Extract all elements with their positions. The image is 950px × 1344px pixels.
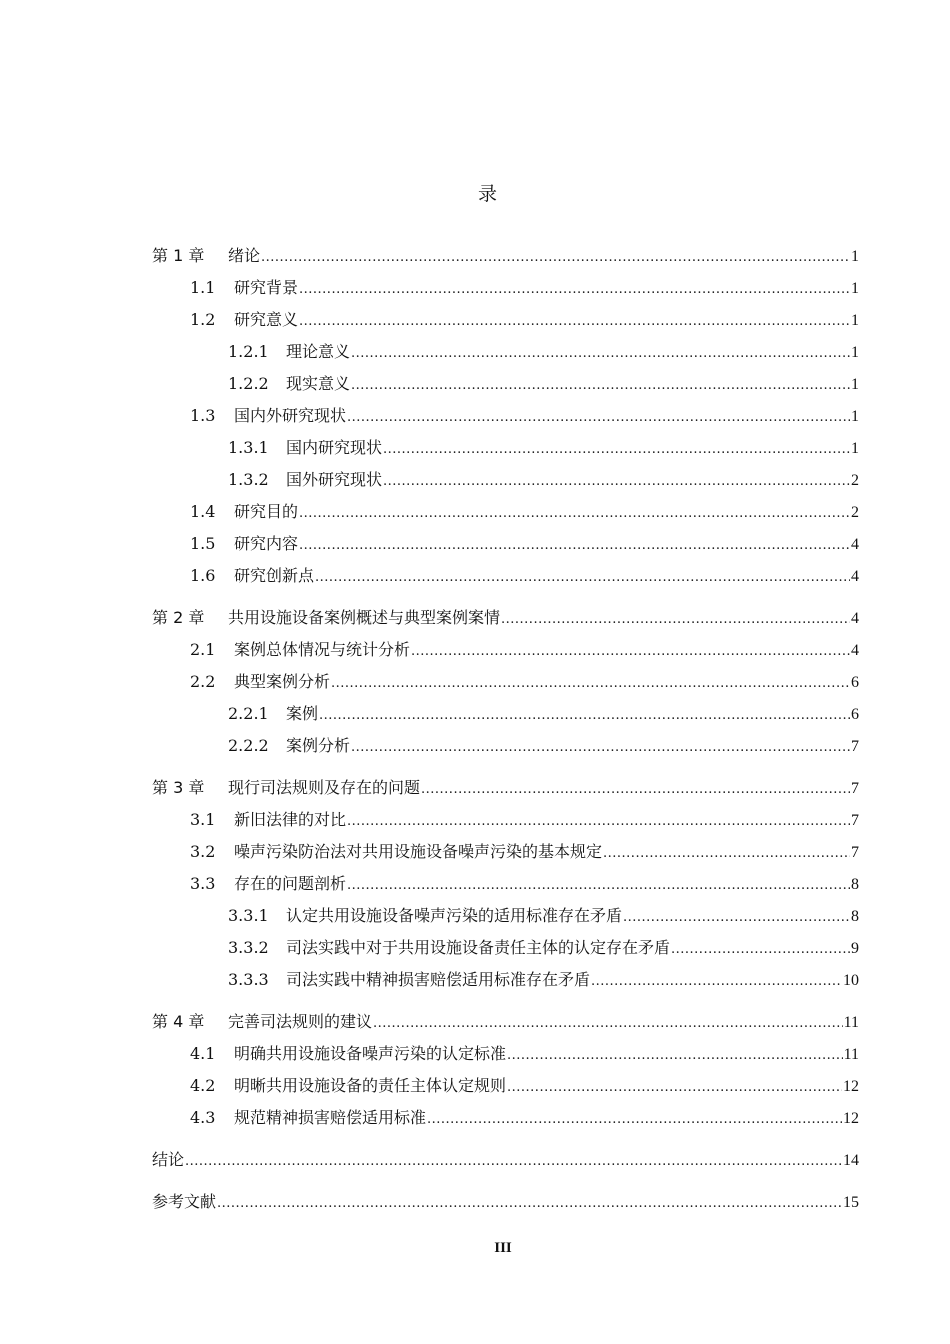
toc-entry-number: 1.5: [190, 534, 216, 553]
table-of-contents: [152, 240, 859, 1218]
toc-entry-page: 12: [843, 1078, 859, 1095]
toc-section-entry[interactable]: [152, 868, 859, 900]
toc-entry-label: 研究目的: [234, 502, 299, 521]
toc-entry-label: 司法实践中精神损害赔偿适用标准存在矛盾: [286, 970, 591, 989]
toc-dot-leader: [319, 700, 850, 732]
toc-chapter-entry[interactable]: [152, 602, 859, 634]
toc-entry-label: 国内外研究现状: [234, 406, 347, 425]
toc-entry-label: 完善司法规则的建议: [228, 1012, 373, 1031]
toc-dot-leader: [299, 498, 850, 530]
toc-entry-label: 共用设施设备案例概述与典型案例案情: [228, 608, 501, 627]
toc-entry-page: 1: [851, 248, 859, 265]
toc-dot-leader: [411, 636, 850, 668]
toc-entry-page: 2: [851, 504, 859, 521]
toc-entry-number: 4.2: [190, 1076, 216, 1095]
toc-entry-number: 4.1: [190, 1044, 216, 1063]
toc-section-entry[interactable]: [152, 368, 859, 400]
toc-dot-leader: [507, 1040, 843, 1072]
toc-section-entry[interactable]: [152, 560, 859, 592]
toc-entry-page: 1: [851, 376, 859, 393]
toc-dot-leader: [501, 604, 850, 636]
toc-entry-number: 1.6: [190, 566, 216, 585]
toc-section-entry[interactable]: [152, 1038, 859, 1070]
toc-entry-page: 10: [843, 972, 859, 989]
toc-entry-label: 结论: [152, 1150, 185, 1169]
page-number-footer: III: [494, 1240, 512, 1256]
toc-entry-page: 4: [851, 536, 859, 553]
toc-entry-page: 4: [851, 642, 859, 659]
toc-dot-leader: [507, 1072, 842, 1104]
toc-chapter-entry[interactable]: [152, 772, 859, 804]
toc-entry-page: 7: [851, 812, 859, 829]
toc-dot-leader: [383, 434, 850, 466]
toc-dot-leader: [351, 370, 850, 402]
toc-entry-label: 案例总体情况与统计分析: [234, 640, 411, 659]
toc-entry-page: 8: [851, 908, 859, 925]
toc-dot-leader: [373, 1008, 843, 1040]
toc-dot-leader: [671, 934, 850, 966]
toc-dot-leader: [427, 1104, 842, 1136]
toc-section-entry[interactable]: [152, 730, 859, 762]
toc-entry-number: 2.1: [190, 640, 216, 659]
toc-entry-label: 案例: [286, 704, 319, 723]
toc-entry-label: 参考文献: [152, 1192, 217, 1211]
toc-entry-number: 1.4: [190, 502, 216, 521]
toc-entry-label: 司法实践中对于共用设施设备责任主体的认定存在矛盾: [286, 938, 671, 957]
toc-dot-leader: [591, 966, 842, 998]
toc-dot-leader: [217, 1188, 842, 1220]
toc-section-entry[interactable]: [152, 698, 859, 730]
toc-entry-number: 1.2.1: [228, 342, 269, 361]
toc-entry-label: 现行司法规则及存在的问题: [228, 778, 421, 797]
toc-dot-leader: [299, 306, 850, 338]
toc-section-entry[interactable]: [152, 336, 859, 368]
toc-chapter-entry[interactable]: [152, 1186, 859, 1218]
toc-entry-number: 2.2.2: [228, 736, 269, 755]
toc-section-entry[interactable]: [152, 1102, 859, 1134]
toc-entry-number: 2.2: [190, 672, 216, 691]
toc-entry-page: 4: [851, 568, 859, 585]
toc-entry-number: 2.2.1: [228, 704, 269, 723]
toc-entry-label: 研究背景: [234, 278, 299, 297]
toc-section-entry[interactable]: [152, 400, 859, 432]
toc-dot-leader: [331, 668, 850, 700]
toc-entry-page: 6: [851, 674, 859, 691]
toc-entry-label: 认定共用设施设备噪声污染的适用标准存在矛盾: [286, 906, 623, 925]
toc-dot-leader: [299, 274, 850, 306]
toc-dot-leader: [315, 562, 850, 594]
toc-entry-label: 研究内容: [234, 534, 299, 553]
toc-entry-page: 1: [851, 280, 859, 297]
toc-dot-leader: [347, 806, 850, 838]
toc-entry-label: 研究意义: [234, 310, 299, 329]
toc-entry-page: 1: [851, 312, 859, 329]
toc-entry-page: 6: [851, 706, 859, 723]
toc-dot-leader: [351, 732, 850, 764]
toc-dot-leader: [421, 774, 850, 806]
toc-entry-label: 新旧法律的对比: [234, 810, 347, 829]
toc-entry-page: 15: [843, 1194, 859, 1211]
toc-entry-label: 国外研究现状: [286, 470, 383, 489]
toc-entry-page: 12: [843, 1110, 859, 1127]
toc-entry-label: 规范精神损害赔偿适用标准: [234, 1108, 427, 1127]
toc-section-entry[interactable]: [152, 964, 859, 996]
toc-entry-number: 3.3.3: [228, 970, 269, 989]
toc-section-entry[interactable]: [152, 932, 859, 964]
toc-entry-page: 2: [851, 472, 859, 489]
toc-entry-label: 存在的问题剖析: [234, 874, 347, 893]
toc-entry-number: 第 3 章: [152, 778, 205, 797]
toc-entry-number: 1.3.1: [228, 438, 269, 457]
toc-section-entry[interactable]: [152, 804, 859, 836]
toc-entry-number: 3.1: [190, 810, 216, 829]
toc-entry-number: 1.1: [190, 278, 216, 297]
toc-section-entry[interactable]: [152, 432, 859, 464]
toc-section-entry[interactable]: [152, 304, 859, 336]
toc-section-entry[interactable]: [152, 272, 859, 304]
toc-entry-number: 第 2 章: [152, 608, 205, 627]
toc-entry-page: 8: [851, 876, 859, 893]
toc-section-entry[interactable]: [152, 836, 859, 868]
toc-entry-label: 明晰共用设施设备的责任主体认定规则: [234, 1076, 507, 1095]
toc-entry-label: 典型案例分析: [234, 672, 331, 691]
toc-entry-label: 研究创新点: [234, 566, 315, 585]
toc-dot-leader: [347, 402, 850, 434]
toc-entry-page: 11: [843, 1014, 859, 1031]
toc-entry-page: 14: [843, 1152, 859, 1169]
toc-entry-page: 1: [851, 440, 859, 457]
toc-section-entry[interactable]: [152, 1070, 859, 1102]
toc-section-entry[interactable]: [152, 634, 859, 666]
toc-section-entry[interactable]: [152, 464, 859, 496]
toc-entry-number: 3.3: [190, 874, 216, 893]
toc-entry-label: 现实意义: [286, 374, 351, 393]
toc-entry-number: 1.2: [190, 310, 216, 329]
toc-entry-number: 第 4 章: [152, 1012, 205, 1031]
toc-dot-leader: [383, 466, 850, 498]
toc-entry-page: 7: [851, 780, 859, 797]
toc-entry-number: 1.2.2: [228, 374, 269, 393]
toc-entry-number: 第 1 章: [152, 246, 205, 265]
toc-entry-label: 国内研究现状: [286, 438, 383, 457]
toc-chapter-entry[interactable]: [152, 1144, 859, 1176]
toc-entry-page: 1: [851, 408, 859, 425]
toc-section-entry[interactable]: [152, 528, 859, 560]
toc-entry-number: 3.3.2: [228, 938, 269, 957]
toc-dot-leader: [351, 338, 850, 370]
toc-dot-leader: [623, 902, 850, 934]
toc-section-entry[interactable]: [152, 900, 859, 932]
toc-entry-label: 噪声污染防治法对共用设施设备噪声污染的基本规定: [234, 842, 603, 861]
toc-entry-page: 4: [851, 610, 859, 627]
toc-section-entry[interactable]: [152, 496, 859, 528]
toc-dot-leader: [347, 870, 850, 902]
toc-dot-leader: [603, 838, 850, 870]
page-title: 录: [477, 183, 497, 205]
toc-chapter-entry[interactable]: [152, 1006, 859, 1038]
toc-entry-label: 案例分析: [286, 736, 351, 755]
toc-section-entry[interactable]: [152, 666, 859, 698]
toc-chapter-entry[interactable]: [152, 240, 859, 272]
toc-entry-number: 1.3.2: [228, 470, 269, 489]
toc-entry-label: 绪论: [228, 246, 261, 265]
toc-entry-number: 4.3: [190, 1108, 216, 1127]
toc-entry-page: 1: [851, 344, 859, 361]
toc-entry-number: 3.2: [190, 842, 216, 861]
toc-dot-leader: [185, 1146, 842, 1178]
toc-entry-number: 1.3: [190, 406, 216, 425]
toc-entry-page: 11: [843, 1046, 859, 1063]
toc-entry-page: 7: [851, 738, 859, 755]
toc-dot-leader: [299, 530, 850, 562]
toc-dot-leader: [261, 242, 850, 274]
toc-entry-label: 明确共用设施设备噪声污染的认定标准: [234, 1044, 507, 1063]
toc-entry-label: 理论意义: [286, 342, 351, 361]
toc-entry-page: 7: [851, 844, 859, 861]
toc-entry-number: 3.3.1: [228, 906, 269, 925]
toc-entry-page: 9: [851, 940, 859, 957]
